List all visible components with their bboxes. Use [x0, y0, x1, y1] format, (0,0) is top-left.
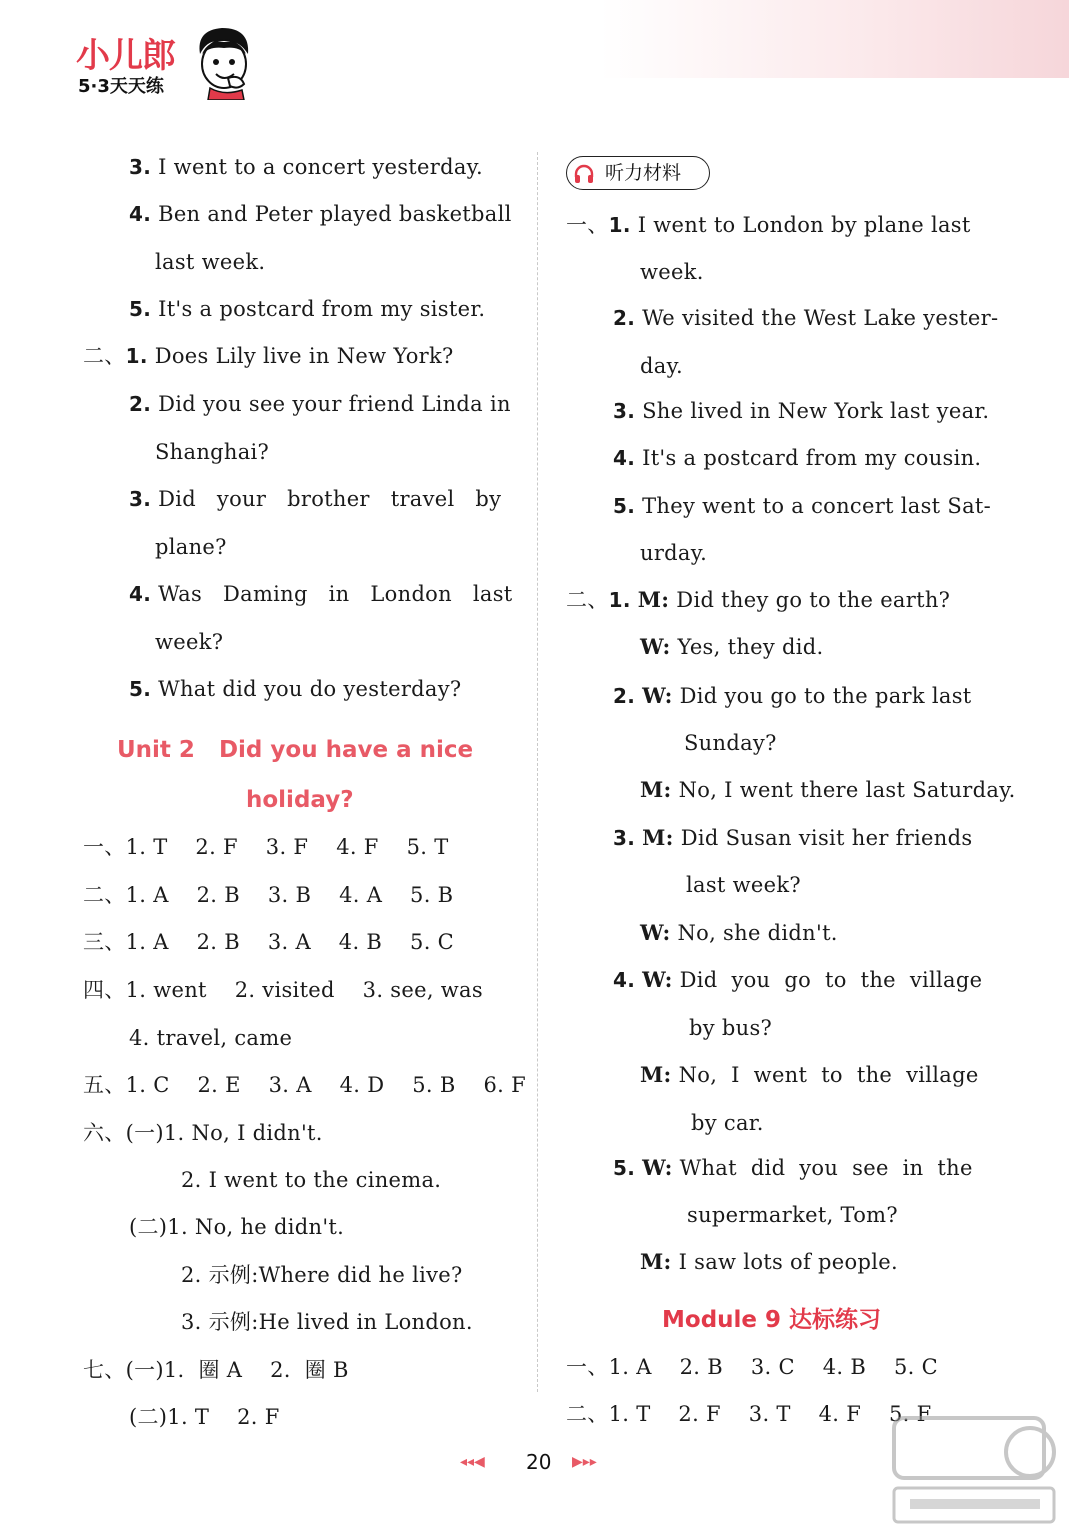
- brand-header: [72, 24, 262, 104]
- listening-line: M: I saw lots of people.: [640, 1249, 898, 1274]
- next-arrows-icon: ▶▸▸: [572, 1454, 597, 1470]
- listening-line: by car.: [691, 1111, 764, 1135]
- brand-logo: 小儿郎: [76, 36, 175, 76]
- answer-line: 一、1. T 2. F 3. F 4. F 5. T: [83, 835, 449, 859]
- listening-line: supermarket, Tom?: [687, 1203, 898, 1227]
- answer-line: 5. What did you do yesterday?: [129, 677, 462, 701]
- listening-line: by bus?: [689, 1016, 773, 1040]
- listening-line: W: No, she didn't.: [640, 920, 838, 945]
- headphones-icon: [573, 163, 595, 185]
- listening-line: 4. It's a postcard from my cousin.: [613, 446, 982, 470]
- answer-line: 4. Ben and Peter played basketball: [129, 202, 512, 226]
- listening-line: day.: [640, 354, 683, 378]
- unit-title-line2: holiday?: [246, 787, 354, 813]
- prev-arrows-icon: ◂◂◀: [460, 1454, 485, 1470]
- brand-subtitle: 5·3天天练: [78, 76, 164, 97]
- answer-line: (二)1. No, he didn't.: [129, 1215, 345, 1239]
- watermark-logo-icon: [890, 1412, 1060, 1528]
- listening-line: Sunday?: [684, 731, 777, 755]
- answer-line: (二)1. T 2. F: [129, 1405, 280, 1429]
- answer-line: 二、1. A 2. B 3. B 4. A 5. B: [83, 883, 454, 907]
- listening-line: 2. W: Did you go to the park last: [613, 683, 972, 708]
- answer-line: 3. I went to a concert yesterday.: [129, 155, 484, 179]
- cartoon-boy-icon: [188, 24, 258, 100]
- listening-line: M: No, I went to the village: [640, 1062, 979, 1087]
- answer-line: 六、(一)1. No, I didn't.: [83, 1121, 323, 1145]
- answer-line: 2. I went to the cinema.: [181, 1168, 442, 1192]
- listening-line: 二、1. M: Did they go to the earth?: [566, 587, 951, 612]
- answer-line: week?: [155, 630, 224, 654]
- listening-line: week.: [640, 260, 704, 284]
- header-band: [600, 0, 1069, 78]
- answer-line: 七、(一)1. 圈 A 2. 圈 B: [83, 1358, 349, 1382]
- listening-line: 3. M: Did Susan visit her friends: [613, 825, 973, 850]
- answer-line: 四、1. went 2. visited 3. see, was: [83, 978, 483, 1002]
- answer-line: last week.: [155, 250, 266, 274]
- listening-line: W: Yes, they did.: [640, 634, 824, 659]
- answer-line: 5. It's a postcard from my sister.: [129, 297, 486, 321]
- answer-line: 五、1. C 2. E 3. A 4. D 5. B 6. F: [83, 1073, 526, 1097]
- listening-line: last week?: [686, 873, 801, 897]
- answer-line: 二、1. Does Lily live in New York?: [83, 344, 454, 368]
- answer-line: 三、1. A 2. B 3. A 4. B 5. C: [83, 930, 455, 954]
- answer-line: plane?: [155, 535, 227, 559]
- unit-title-line1: Unit 2 Did you have a nice: [117, 737, 474, 763]
- listening-line: 2. We visited the West Lake yester-: [613, 306, 999, 330]
- module-title: Module 9 达标练习: [662, 1307, 882, 1333]
- listening-line: urday.: [640, 541, 708, 565]
- tag-label: 听力材料: [605, 162, 682, 184]
- answer-line: Shanghai?: [155, 440, 270, 464]
- answer-line: 2. Did you see your friend Linda in: [129, 392, 511, 416]
- page-number: 20: [526, 1450, 552, 1474]
- listening-line: 一、1. I went to London by plane last: [566, 213, 971, 237]
- page-footer: [460, 1448, 620, 1478]
- answer-line: 二、1. T 2. F 3. T 4. F 5. F: [566, 1402, 932, 1426]
- listening-line: 4. W: Did you go to the village: [613, 967, 983, 992]
- listening-line: 5. W: What did you see in the: [613, 1155, 973, 1180]
- answer-line: 4. Was Daming in London last: [129, 582, 513, 606]
- listening-material-tag: [566, 156, 710, 190]
- answer-line: 3. 示例:He lived in London.: [181, 1310, 473, 1334]
- listening-line: 5. They went to a concert last Sat-: [613, 494, 992, 518]
- listening-line: 3. She lived in New York last year.: [613, 399, 990, 423]
- column-divider: [537, 152, 538, 1392]
- answer-line: 4. travel, came: [129, 1026, 293, 1050]
- answer-line: 一、1. A 2. B 3. C 4. B 5. C: [566, 1355, 938, 1379]
- answer-line: 3. Did your brother travel by: [129, 487, 502, 511]
- listening-line: M: No, I went there last Saturday.: [640, 777, 1016, 802]
- answer-line: 2. 示例:Where did he live?: [181, 1263, 463, 1287]
